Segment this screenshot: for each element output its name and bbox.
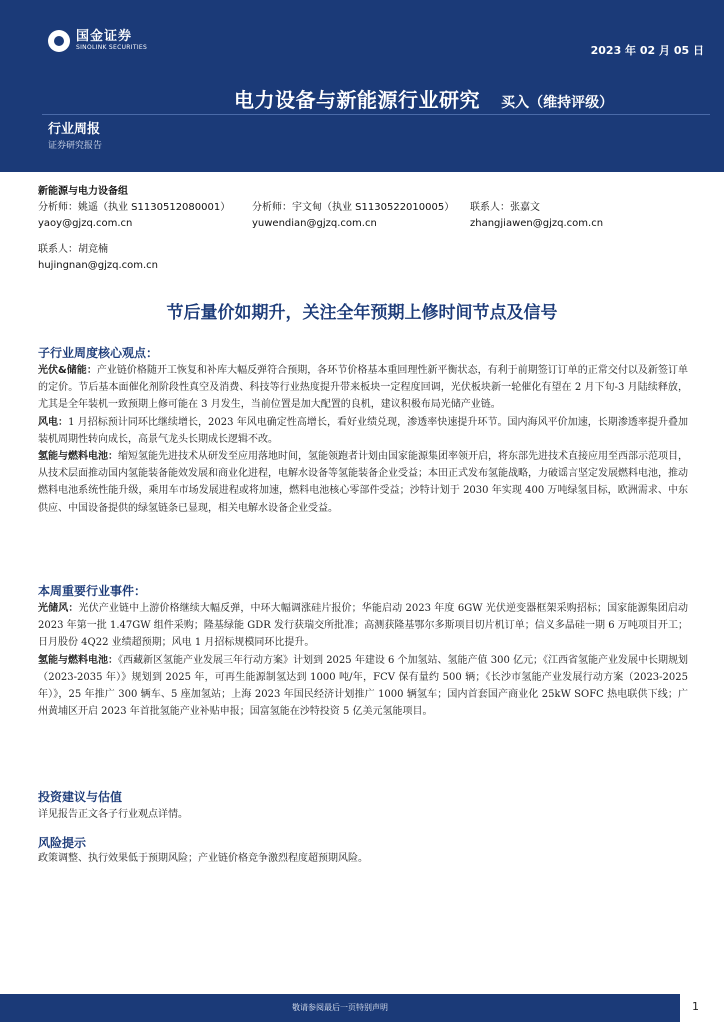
report-main-title: 节后量价如期升，关注全年预期上修时间节点及信号	[166, 303, 558, 323]
wind-label: 风电：	[38, 416, 69, 428]
analyst-2-email[interactable]: yuwendian@gjzq.com.cn	[252, 218, 377, 229]
logo-name-en: SINOLINK SECURITIES	[76, 44, 148, 51]
contact-2: 联系人：胡竞楠	[38, 244, 108, 255]
logo-name-cn: 国金证券	[76, 29, 133, 44]
events-body	[38, 600, 688, 720]
pv-storage-label: 光伏&储能：	[38, 365, 97, 376]
contact-2-email[interactable]: hujingnan@gjzq.com.cn	[38, 260, 158, 271]
pv-wind-events-paragraph: 光储风：光伏产业链中上游价格继续大幅反弹，中环大幅调涨硅片报价；华能启动 2023 年度 6GW 光伏逆变器框架采购招标；国家能源集团启动 2023 年第一批 1.47GW 组件采购；隆基绿能 GDR 发行获瑞交所批准；高测获隆基鄂尔多斯项目切片机订单；信义多晶硅一期 6 万吨项目开工；日月股份 4Q22 业绩超预期；风电 1 月招标规模同环比提升。	[38, 603, 689, 649]
core-views-heading: 子行业周度核心观点：	[38, 346, 159, 360]
rating-badge: 买入（维持评级）	[501, 95, 614, 111]
analyst-1-email[interactable]: yaoy@gjzq.com.cn	[38, 218, 133, 229]
sinolink-logo	[48, 30, 147, 52]
hydrogen-paragraph: 氢能与燃料电池：缩短氢能先进技术从研发至应用落地时间，氢能领跑者计划由国家能源集团率领开启，将东部先进技术直接应用至西部示范项目，从技术层面推动国内氢能装备能效发展和商业化进程，电解水设备等氢能装备企业受益；本田正式发布氢能战略，力破谣言坚定发展燃料电池，推动燃料电池系统性能升级，乘用车市场发展进程或将加速，燃料电池核心零部件受益；沙特计划于 2030 年实现 400 万吨绿氢目标，欧洲需求、中东供应、中国设备提供的绿氢链条已显现，相关电解水设备企业受益。	[38, 451, 688, 514]
analyst-2: 分析师：宇文甸（执业 S1130522010005）	[252, 202, 455, 213]
investment-heading: 投资建议与估值	[38, 790, 123, 804]
hydrogen-events-paragraph: 氢能与燃料电池：《西藏新区氢能产业发展三年行动方案》计划到 2025 年建设 6 个加氢站、氢能产值 300 亿元；《江西省氢能产业发展中长期规划（2023-2035 年）》规划到 2025 年，可再生能源制氢达到 1000 吨/年，FCV 保有量约 500 辆；《长沙市氢能产业发展行动方案（2023-2025 年）》，25 年推广 300 辆车、5 座加氢站；上海 2023 年国民经济计划推广 1000 辆氢车；国内首套国产商业化 25kW SOFC 热电联供下线；广州黄埔区开启 2023 年首批氢能产业补贴申报；国富氢能在沙特投资 5 亿美元氢能项目。	[38, 654, 688, 718]
report-subtype: 证券研究报告	[48, 141, 103, 151]
investment-body: 详见报告正文各子行业观点详情。	[38, 809, 188, 820]
pv-storage-paragraph: 光伏&储能：产业链价格随开工恢复和补库大幅反弹符合预期，各环节价格基本重回理性新平衡状态，有利于前期签订订单的正常交付以及新签订单的定价。节后基本面催化剂阶段性真空及消费、科技等行业热度提升带来板块一定程度回调，光伏板块新一轮催化有望在 2 月下旬-3 月陆续释放，尤其是全年装机一致预期上修可能在 3 月发生，当前位置是加大配置的良机，建议积极布局光储产业链。	[38, 365, 688, 411]
footer-disclaimer-note: 敬请参阅最后一页特别声明	[292, 1003, 388, 1012]
hydrogen-label: 氢能与燃料电池：	[38, 451, 118, 463]
risk-body: 政策调整、执行效果低于预期风险；产业链价格竞争激烈程度超预期风险。	[38, 853, 368, 864]
pv-wind-events-label: 光储风：	[38, 603, 79, 614]
report-header	[0, 0, 724, 172]
logo-icon	[48, 30, 70, 52]
header-divider	[42, 114, 710, 115]
contact-1: 联系人：张嘉文	[470, 202, 540, 213]
wind-paragraph: 风电：1 月招标预计同环比继续增长，2023 年风电确定性高增长，看好业绩兑现，渗透率快速提升环节。国内海风平价加速，长期渗透率提升叠加装机周期性转向成长，高景气龙头长期成长逻辑不改。	[38, 416, 689, 445]
industry-title: 电力设备与新能源行业研究	[234, 88, 480, 112]
analyst-group: 新能源与电力设备组	[38, 186, 128, 197]
contact-1-email[interactable]: zhangjiawen@gjzq.com.cn	[470, 218, 604, 229]
hydrogen-events-label: 氢能与燃料电池：	[38, 654, 119, 666]
report-type: 行业周报	[48, 122, 101, 137]
risk-heading: 风险提示	[38, 836, 87, 850]
report-date: 2023 年 02 月 05 日	[590, 44, 704, 57]
core-views-body	[38, 362, 688, 517]
events-heading: 本周重要行业事件：	[38, 584, 147, 598]
page-number: 1	[692, 1000, 699, 1013]
analyst-1: 分析师：姚遥（执业 S1130512080001）	[38, 202, 231, 213]
